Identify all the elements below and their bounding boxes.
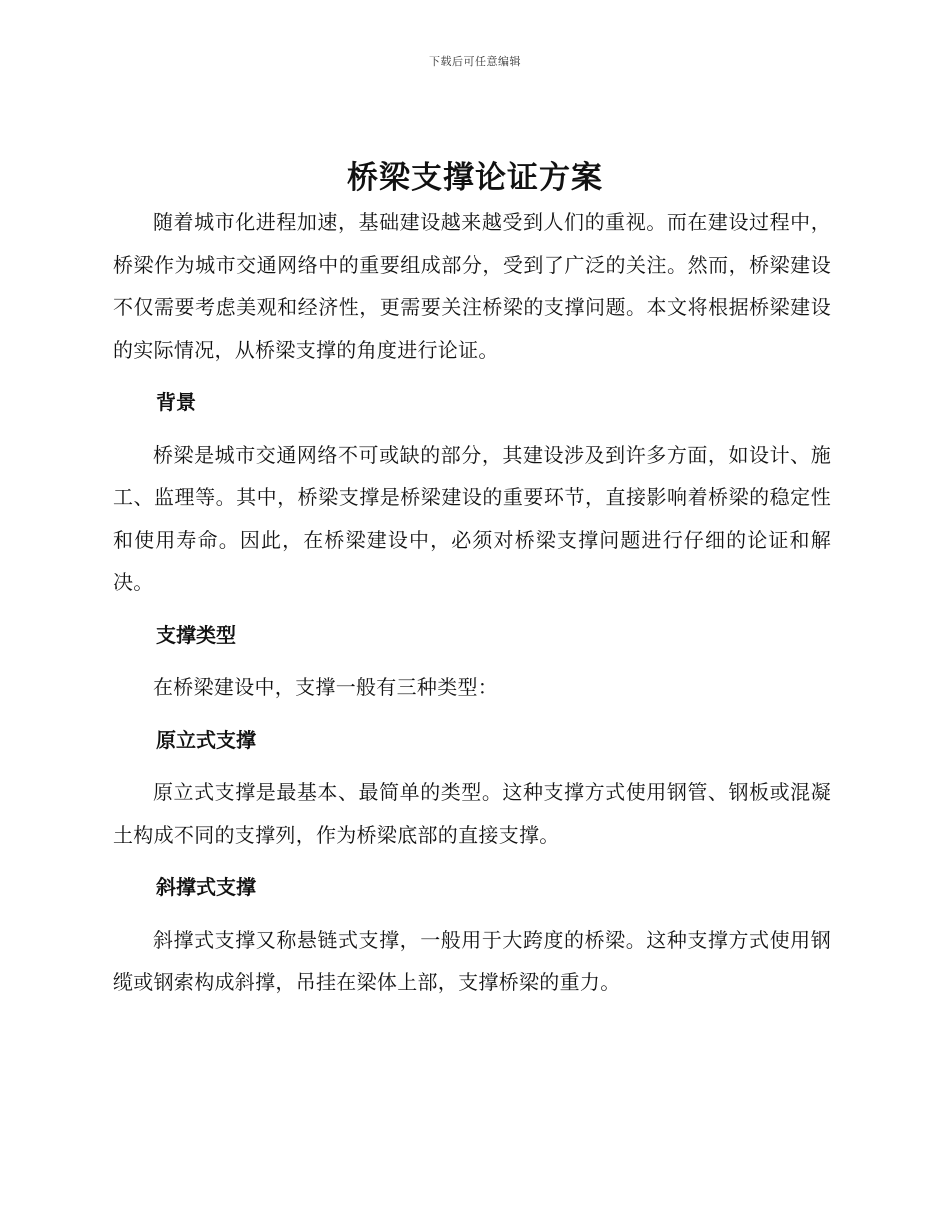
support-types-paragraph: 在桥梁建设中，支撑一般有三种类型： (153, 675, 499, 699)
header-note: 下载后可任意编辑 (429, 55, 521, 68)
document-body (113, 201, 831, 1014)
vertical-support-paragraph: 原立式支撑是最基本、最简单的类型。这种支撑方式使用钢管、钢板或混凝土构成不同的支撑列，作为桥梁底部的直接支撑。 (113, 780, 831, 847)
section-heading-vertical-support: 原立式支撑 (156, 727, 256, 752)
intro-paragraph: 随着城市化进程加速，基础建设越来越受到人们的重视。而在建设过程中，桥梁作为城市交通网络中的重要组成部分，受到了广泛的关注。然而，桥梁建设不仅需要考虑美观和经济性，更需要关注桥梁的支撑问题。本文将根据桥梁建设的实际情况，从桥梁支撑的角度进行论证。 (113, 210, 831, 362)
inclined-support-paragraph: 斜撑式支撑又称悬链式支撑，一般用于大跨度的桥梁。这种支撑方式使用钢缆或钢索构成斜撑，吊挂在梁体上部，支撑桥梁的重力。 (113, 927, 831, 994)
section-heading-background: 背景 (156, 390, 196, 414)
section-heading-support-types: 支撑类型 (156, 622, 236, 647)
document-title: 桥梁支撑论证方案 (347, 160, 603, 196)
background-paragraph: 桥梁是城市交通网络不可或缺的部分，其建设涉及到许多方面，如设计、施工、监理等。其中，桥梁支撑是桥梁建设的重要环节，直接影响着桥梁的稳定性和使用寿命。因此，在桥梁建设中，必须对桥梁支撑问题进行仔细的论证和解决。 (113, 442, 831, 594)
section-heading-inclined-support: 斜撑式支撑 (156, 875, 256, 899)
